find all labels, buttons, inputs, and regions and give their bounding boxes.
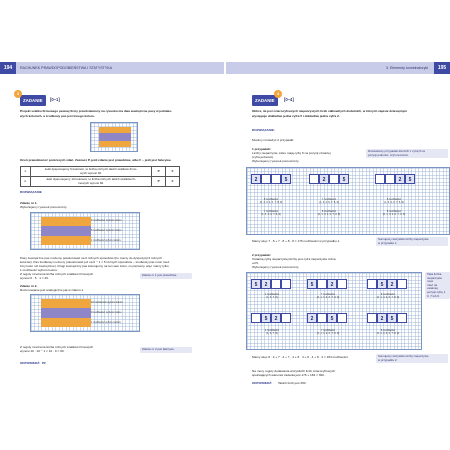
empty-digit-box [385,174,395,184]
task-number-badge: 4 [274,90,282,98]
label-line: 7 możliwości [320,293,336,296]
true-option[interactable]: P [152,177,166,187]
digit-box: 2 [319,174,329,184]
label-line: 8 możliwości [380,293,396,296]
label-line: (0, 1, 3, 4, 6, 7, 8, 9) [259,201,283,204]
label-line: 7 możliwości [321,198,337,201]
case-1-title: 1 przypadek: [252,147,271,151]
case-1-line: (cyfra jedności). [252,155,274,159]
solution-2-callout: Zdanie nr 2 jest fałszywe. [140,347,192,353]
solution-label: ROZWIĄZANIE [20,190,42,194]
label-line: (0, 1, 3, 4, 6, 7, 8, 9) [316,296,340,299]
digit-box: 2 [271,313,281,323]
case-1-result-callout [376,237,448,246]
digit-box: 5 [281,174,291,184]
stripe-top [41,217,91,226]
task-question: Oceń prawdziwość poniższych zdań. Zaznacz P, jeśli zdanie jest prawdziwe, albo F – jeśli jest fałszywe. [20,158,172,162]
left-header-title: RACHUNEK PRAWDOPODOBIEŃSTWA I STATYSTYKA [20,66,113,70]
possibility-label [365,293,411,299]
row-number: 1. [21,167,31,177]
table-row [21,177,180,187]
case-1-line: Wykonujemy rysunek pomocniczy. [252,159,300,163]
label-line: 7 możliwości [263,210,279,213]
case-1-diagram [246,167,450,235]
answer-value: PF [42,361,46,365]
callout-line: pozycji jedności, czyli na końcu. [368,152,409,157]
figure-1-label: 5 możliwości wyboru koloru [91,229,122,232]
digit-box: 2 [251,174,261,184]
label-line: 8 możliwości [386,210,402,213]
stripe-bottom [41,318,91,327]
right-page [226,62,450,427]
digit-box: 5 [405,174,415,184]
task-intro-line-1: Projekt szaliku firmowego pewnej firmy przedstawiony na rysunku ma dwa zewnętrzne pasy w jednako- [20,109,173,113]
empty-digit-box [261,174,271,184]
digit-box: 5 [339,174,349,184]
digit-box: 5 [307,279,317,289]
figure-2-label: 1 możliwość wyboru koloru [91,321,121,324]
label-line: 4 możliwości [264,293,280,296]
table-row [21,167,180,177]
callout-line: Rozważamy przypadek dla liczb z cyfrą 5 na [368,149,425,153]
case-2-line: od 5. [252,261,259,265]
callout-line: pozycji cyfrę 1 [427,289,446,294]
solution-1-text: Pasy zewnętrzne pas możemy pokolorować na 6 różnych sposobów (bo mamy do dyspozycji 6 różnych [20,256,162,260]
row-statement-line: wych wynosi 30. [80,170,102,175]
callout-line: mieć na ostatniej [427,282,438,291]
task-intro-line-2: występuje dokładnie jedna cyfra 5 i dokładnie jedna cyfra 2. [252,113,340,118]
solution-2-text: Z reguły mnożenia liczba różnych szalików firmowych [20,345,94,349]
solution-1-title: Zdanie nr 1. [20,201,38,205]
scarf-figure-2 [30,294,140,332]
stripe-middle [41,226,91,236]
case-2-line: Ostatnią cyfrą nieparzystej liczby jest cyfra nieparzysta różna [252,257,336,261]
answer-label: ODPOWIEDŹ: [20,361,41,365]
empty-digit-box [317,313,327,323]
digit-box: 2 [261,279,271,289]
scarf-outer-stripe-bottom [99,141,131,147]
possibility-label [369,198,419,204]
case-2-result-callout [376,354,448,363]
possibility-label [305,329,351,335]
digit-box: 2 [327,279,337,289]
case-1-result: Mamy więc 7 · 8 + 7 · 8 + 8 · 8 = 176 możliwości w przypadku 1. [252,239,341,243]
callout-line: Sumujemy wszystkie liczby nieparzyste [378,237,429,241]
stripe-middle [41,308,91,318]
row-number: 2. [21,177,31,187]
case-2-side-callout [425,272,450,299]
label-line: 8 możliwości [263,198,279,201]
empty-digit-box [375,174,385,184]
solution-1-text: 1 możliwość wyboru koloru. [20,268,58,272]
task-points: [0–4] [284,97,294,102]
label-line: 4 możliwości [264,329,280,332]
solution-2-title: Zdanie nr 2. [20,284,38,288]
scarf-figure [90,122,138,152]
possibility-label [305,198,353,204]
empty-digit-box [337,279,347,289]
label-line: (1, 3, 7, 9) [266,296,278,299]
empty-digit-box [397,313,407,323]
empty-digit-box [251,313,261,323]
possibility-label [369,210,419,216]
possibility-label [365,329,411,335]
row-statement-line: Jeśli dysponujemy 10 kolorami, to liczba różnych takich szalików fir- [46,176,137,181]
figure-2-label: 10 możliwości wyboru koloru [91,301,123,304]
callout-line: w przypadku 1. [378,240,398,245]
digit-box: 5 [251,279,261,289]
empty-digit-box [271,279,281,289]
task-number-badge: 3 [14,90,22,98]
row-statement [30,167,151,177]
digit-box: 5 [387,313,397,323]
stripe-top [41,299,91,308]
callout-line: Sumujemy wszystkie liczby nieparzyste [378,354,429,358]
left-page-number: 194 [0,62,16,74]
label-line: (1, 3, 7, 9) [266,332,278,335]
digit-box: 2 [377,313,387,323]
final-line-2: spełniających warunek zadania jest 176 + 184 = 360. [252,373,325,377]
possibility-label [249,329,295,335]
empty-digit-box [271,174,281,184]
answer-label: ODPOWIEDŹ: [252,381,273,385]
empty-digit-box [397,279,407,289]
empty-digit-box [367,313,377,323]
label-line: 8 możliwości [321,210,337,213]
label-line: 8 możliwości [386,198,402,201]
label-line: (0, 1, 3, 4, 6, 7, 8, 9) [382,213,406,216]
label-line: 7 możliwości [320,329,336,332]
row-statement-line: mowych wynosi 60. [78,180,105,185]
case-2-diagram [246,272,422,350]
callout-line: Taka liczba [427,272,442,276]
possibility-label [249,210,293,216]
solution-1-line: Wykonujemy rysunek pomocniczy. [20,205,68,209]
empty-digit-box [309,174,319,184]
left-page [0,62,224,427]
false-option[interactable]: F [166,177,180,187]
possibility-label [305,210,353,216]
label-line: 8 możliwości [380,329,396,332]
label-line: (0, 1, 3, 4, 6, 7, 8, 9) [317,213,341,216]
possibility-label [305,293,351,299]
case-1-line: Liczby nieparzyste, które mają cyfrę 5 na pozycji czwartej [252,151,331,155]
label-line: (1, 3, 4, 6, 7, 8, 9) [319,201,339,204]
solution-label: ROZWIĄZANIE: [252,128,275,132]
solution-2-line: Rozumowanie jest analogiczne jak w zdaniu 1. [20,288,84,292]
label-line: (0, 1, 3, 4, 6, 7, 8, 9) [316,332,340,335]
right-page-number: 195 [434,62,450,74]
case-2-title: 2 przypadek: [252,253,271,257]
task-label: ZADANIE [20,95,46,106]
possibility-label [249,198,293,204]
callout-line: w przypadku 2. [378,357,398,362]
solution-1-callout: Zdanie nr 1 jest prawdziwe. [140,273,192,279]
empty-digit-box [317,279,327,289]
scarf-figure-1 [30,212,140,250]
empty-digit-box [329,174,339,184]
digit-box: 5 [261,313,271,323]
figure-2-label: 9 możliwości wyboru koloru [91,311,122,314]
scarf-middle-stripe [99,133,131,141]
right-header-title: 3. Elementy kombinatoryki [386,66,429,70]
digit-box: 5 [327,313,337,323]
task-intro-line-1: Oblicz, ile jest czterocyfrowych nieparzystych liczb całkowitych dodatnich, w których zapisie dziesiętnym [252,109,408,113]
row-statement [30,177,151,187]
digit-box: 2 [307,313,317,323]
case-2-result: Mamy więc 8 · 4 + 7 · 4 + 7 · 4 + 8 · 4 + 8 · 4 + 8 · 4 = 184 możliwości. [252,355,349,359]
digit-box: 2 [387,279,397,289]
solution-1-text: Z reguły mnożenia liczba różnych szalików firmowych [20,272,94,276]
row-statement-line: Jeśli dysponujemy 6 kolorami, to liczba różnych takich szalików firmo- [44,166,138,171]
true-option[interactable]: P [152,167,166,177]
task-intro-line-2: wych kolorach, a środkowy pas jest innego koloru. [20,113,95,118]
solution-1-text: wynosi 6 · 5 · 1 = 30. [20,276,49,280]
figure-1-label: 1 możliwość wyboru koloru [91,239,121,242]
empty-digit-box [367,279,377,289]
possibility-label [249,293,295,299]
figure-1-label: 6 możliwości wyboru koloru [91,219,122,222]
case-2-line: Wykonujemy rysunek pomocniczy. [252,265,300,269]
label-line: (1, 3, 4, 6, 7, 8, 9) [384,201,404,204]
consider-line: Musimy rozważyć 2 przypadki: [252,138,294,142]
empty-digit-box [337,313,347,323]
answer-value: Takich liczb jest 360. [278,381,307,385]
stripe-bottom [41,236,91,245]
label-line: (0, 1, 3, 4, 6, 7, 8, 9) [376,332,400,335]
solution-1-text: inny kolor niż zewnętrzne). Drugi zewnętrzny pas kolorujemy na ten sam kolor, co pierwszy, więc mamy tylko [20,264,169,268]
final-line-1: Na mocy reguły dodawania wszystkich liczb czterocyfrowych [252,369,336,373]
false-option[interactable]: F [166,167,180,177]
digit-box: 2 [395,174,405,184]
label-line: (0, 1, 3, 4, 6, 7, 8, 9) [376,296,400,299]
label-line: (1, 3, 4, 6, 7, 8, 9) [261,213,281,216]
solution-1-text: kolorów). Pas środkowy możemy pokolorować już na 6 − 1 = 5 różnych sposobów – środkowy pas musi mieć [20,260,170,264]
case-1-callout [366,149,448,158]
true-false-table [20,166,180,187]
callout-line: 3, 7 lub 9. [427,293,440,298]
callout-line: nieparzysta musi [427,275,442,284]
task-points: [0–1] [50,97,60,102]
empty-digit-box [281,279,291,289]
solution-2-text: wynosi 10 · 10 − 1 = 10 · 9 = 90. [20,349,65,353]
digit-box: 5 [377,279,387,289]
task-label: ZADANIE [252,95,278,106]
empty-digit-box [281,313,291,323]
